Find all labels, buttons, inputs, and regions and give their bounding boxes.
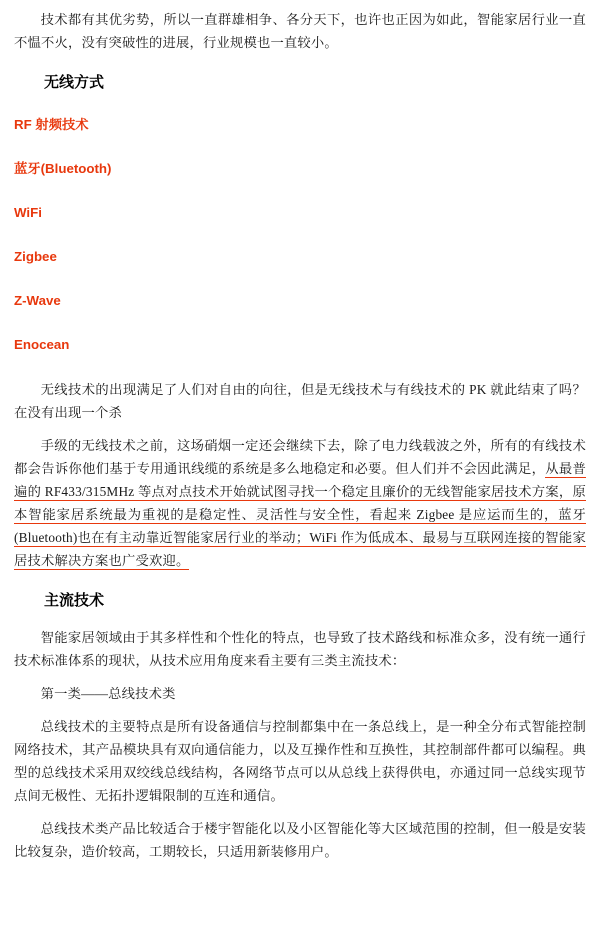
paragraph-mainstream-1: 智能家居领域由于其多样性和个性化的特点，也导致了技术路线和标准众多，没有统一通行技术标准体系的现状，从技术应用角度来看主要有三类主流技术：	[14, 630, 586, 668]
wireless-tech-list	[14, 114, 586, 356]
heading-wireless: 无线方式	[44, 74, 105, 91]
heading-mainstream: 主流技术	[44, 592, 105, 609]
paragraph-wireless-1: 无线技术的出现满足了人们对自由的向往，但是无线技术与有线技术的 PK 就此结束了吗？在没有出现一个杀	[14, 382, 586, 420]
list-item: Z-Wave	[14, 293, 61, 308]
paragraph-wireless-2-plain: 手级的无线技术之前，这场硝烟一定还会继续下去，除了电力线载波之外，所有的有线技术都会告诉你他们基于专用通讯线缆的系统是多么地稳定和必要。但人们并不会因此满足，	[14, 438, 586, 476]
list-item: Zigbee	[14, 249, 57, 264]
paragraph-wireless-2	[14, 434, 586, 572]
paragraph-wireless-2-highlight: 从最普遍的 RF433/315MHz 等点对点技术开始就试图寻找一个稳定且廉价的无线智能家居技术方案，原本智能家居系统最为重视的是稳定性、灵活性与安全性，看起来 Zigbee 是应运而生的，蓝牙(Bluetooth)也在有主动靠近智能家居行业的举动；WiFi 作为低成本、最易与互联网连接的智能家居技术解决方案也广受欢迎。	[14, 461, 586, 568]
paragraph-intro: 技术都有其优劣势，所以一直群雄相争、各分天下，也许也正因为如此，智能家居行业一直不愠不火，没有突破性的进展，行业规模也一直较小。	[14, 12, 586, 50]
paragraph-mainstream-3: 总线技术的主要特点是所有设备通信与控制都集中在一条总线上，是一种全分布式智能控制网络技术，其产品模块具有双向通信能力，以及互操作性和互换性，其控制部件都可以编程。典型的总线技术采用双绞线总线结构，各网络节点可以从总线上获得供电，亦通过同一总线实现节点间无极性、无拓扑逻辑限制的互连和通信。	[14, 719, 586, 803]
list-item: RF 射频技术	[14, 117, 89, 132]
list-item: 蓝牙(Bluetooth)	[14, 161, 112, 176]
paragraph-mainstream-4: 总线技术类产品比较适合于楼宇智能化以及小区智能化等大区域范围的控制，但一般是安装比较复杂，造价较高，工期较长，只适用新装修用户。	[14, 821, 586, 859]
paragraph-mainstream-2: 第一类——总线技术类	[40, 686, 176, 701]
list-item: WiFi	[14, 205, 42, 220]
list-item: Enocean	[14, 337, 70, 352]
